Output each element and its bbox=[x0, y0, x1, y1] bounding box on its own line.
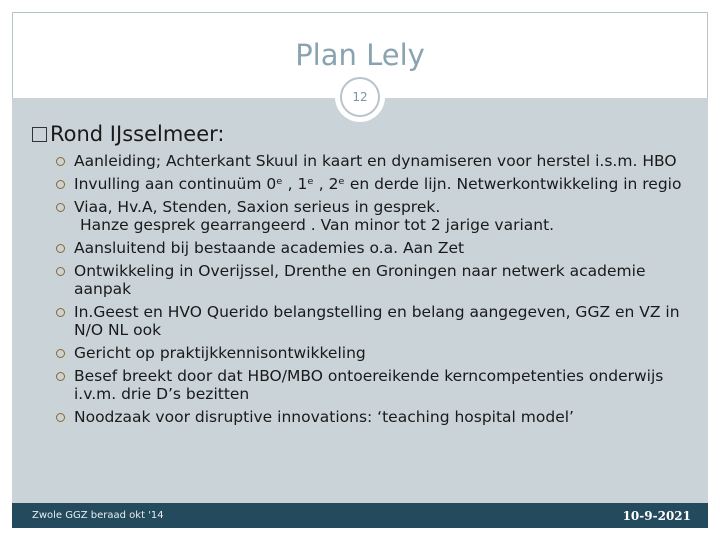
list-item bbox=[56, 239, 696, 257]
bullet-subtext: Hanze gesprek gearrangeerd . Van minor tot 2 jarige variant. bbox=[80, 216, 555, 234]
circle-bullet-icon bbox=[56, 308, 65, 317]
list-item bbox=[56, 198, 696, 234]
bullet-text: Noodzaak voor disruptive innovations: ‘teaching hospital model’ bbox=[74, 408, 574, 426]
list-item bbox=[56, 408, 696, 426]
circle-bullet-icon bbox=[56, 349, 65, 358]
page-number-badge bbox=[335, 72, 385, 122]
circle-bullet-icon bbox=[56, 157, 65, 166]
bullet-text: Aansluitend bij bestaande academies o.a. Aan Zet bbox=[74, 239, 465, 257]
footer-source: Zwole GGZ beraad okt '14 bbox=[32, 510, 164, 521]
page-number: 12 bbox=[340, 77, 380, 117]
section-heading bbox=[32, 122, 224, 146]
bullet-text: Viaa, Hv.A, Stenden, Saxion serieus in gesprek. bbox=[74, 198, 441, 216]
list-item bbox=[56, 344, 696, 362]
circle-bullet-icon bbox=[56, 203, 65, 212]
bullet-text: Invulling aan continuüm 0ᵉ , 1ᵉ , 2ᵉ en derde lijn. Netwerkontwikkeling in regio bbox=[74, 175, 682, 193]
slide-title: Plan Lely bbox=[295, 38, 425, 72]
bullet-text: In.Geest en HVO Querido belangstelling en belang aangegeven, GGZ en VZ in N/O NL ook bbox=[74, 303, 680, 339]
list-item bbox=[56, 262, 696, 298]
bullet-text: Gericht op praktijkkennisontwikkeling bbox=[74, 344, 366, 362]
circle-bullet-icon bbox=[56, 244, 65, 253]
list-item bbox=[56, 367, 696, 403]
bullet-list bbox=[56, 152, 696, 431]
section-heading-text: Rond IJsselmeer: bbox=[50, 122, 225, 146]
list-item bbox=[56, 175, 696, 193]
footer-date: 10-9-2021 bbox=[622, 509, 691, 523]
footer-bar bbox=[12, 503, 708, 528]
list-item bbox=[56, 303, 696, 339]
circle-bullet-icon bbox=[56, 372, 65, 381]
circle-bullet-icon bbox=[56, 413, 65, 422]
bullet-text: Aanleiding; Achterkant Skuul in kaart en dynamiseren voor herstel i.s.m. HBO bbox=[74, 152, 677, 170]
list-item bbox=[56, 152, 696, 170]
circle-bullet-icon bbox=[56, 180, 65, 189]
bullet-text: Ontwikkeling in Overijssel, Drenthe en Groningen naar netwerk academie aanpak bbox=[74, 262, 646, 298]
bullet-text: Besef breekt door dat HBO/MBO ontoereikende kerncompetenties onderwijs i.v.m. drie D’s bezitten bbox=[74, 367, 664, 403]
circle-bullet-icon bbox=[56, 267, 65, 276]
box-bullet-icon bbox=[32, 127, 47, 142]
